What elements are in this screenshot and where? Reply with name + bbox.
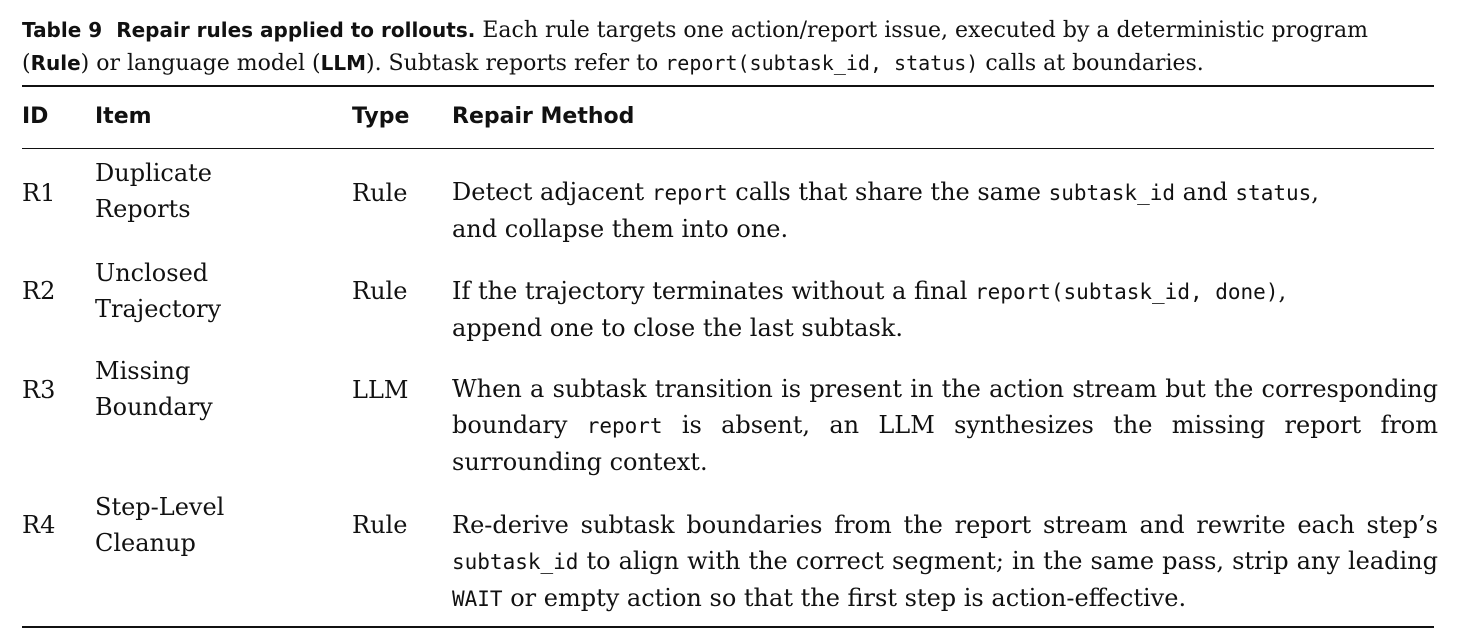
row-method — [452, 507, 1438, 617]
row-item-line: Step-Level — [95, 493, 225, 521]
row-type: Rule — [352, 511, 408, 539]
top-rule — [22, 85, 1434, 87]
header-rule — [22, 148, 1434, 149]
header-item: Item — [95, 104, 152, 129]
caption-code: report(subtask_id, status) — [665, 51, 979, 75]
row-method — [452, 273, 1438, 346]
row-id: R4 — [22, 511, 56, 539]
method-text: to align with the correct segment; in the same pass, strip any leading — [578, 547, 1438, 575]
row-item — [95, 255, 335, 327]
row-item-line: Missing — [95, 357, 191, 385]
row-item-line: Cleanup — [95, 529, 196, 557]
method-text: If the trajectory terminates without a final — [452, 277, 976, 305]
row-id: R2 — [22, 277, 56, 305]
method-code: status — [1235, 181, 1312, 205]
caption-rule-word: Rule — [30, 51, 81, 75]
method-code: subtask_id — [1048, 181, 1176, 205]
method-text: and — [1175, 178, 1236, 206]
method-text: and collapse them into one. — [452, 215, 789, 243]
row-type: Rule — [352, 179, 408, 207]
method-text: is absent, an LLM synthesizes the missing report from surrounding context. — [452, 411, 1439, 476]
method-code: subtask_id — [452, 550, 579, 574]
table-title: Repair rules applied to rollouts. — [116, 18, 476, 42]
row-item-line: Unclosed — [95, 259, 209, 287]
row-item-line: Boundary — [95, 393, 213, 421]
caption-text-4: calls at boundaries. — [978, 51, 1204, 76]
row-method — [452, 174, 1438, 247]
row-item — [95, 353, 335, 425]
method-text: Detect adjacent — [452, 178, 652, 206]
method-text: Re-derive subtask boundaries from the report stream and rewrite each step’s — [452, 511, 1438, 539]
table-label: Table 9 — [22, 18, 103, 42]
method-text: , — [1278, 277, 1287, 305]
method-code: WAIT — [452, 587, 503, 611]
header-method: Repair Method — [452, 104, 635, 129]
row-item-line: Reports — [95, 195, 191, 223]
header-type: Type — [352, 104, 410, 129]
caption-text-2: ) or language model ( — [80, 51, 321, 76]
method-text: When a subtask transition is present in the action stream but the corresponding boundary — [452, 375, 1438, 439]
method-text: calls that share the same — [727, 178, 1049, 206]
caption-text-3: ). Subtask reports refer to — [365, 51, 666, 76]
row-id: R3 — [22, 376, 56, 404]
row-item — [95, 155, 335, 227]
row-type: Rule — [352, 277, 408, 305]
method-code: report(subtask_id, done) — [975, 280, 1279, 304]
caption-text-1: Each rule targets one action/report issue, executed by a deterministic program ( — [22, 18, 1368, 76]
row-item-line: Duplicate — [95, 159, 213, 187]
method-code: report — [651, 181, 728, 205]
row-item — [95, 489, 335, 561]
bottom-rule — [22, 626, 1434, 628]
method-text: append one to close the last subtask. — [452, 314, 903, 342]
method-text: or empty action so that the first step is action-effective. — [502, 584, 1187, 612]
row-method — [452, 371, 1438, 480]
method-code: report — [586, 414, 663, 438]
table-caption — [22, 14, 1442, 80]
header-id: ID — [22, 104, 49, 129]
row-type: LLM — [352, 376, 409, 404]
caption-llm-word: LLM — [320, 51, 366, 75]
method-text: , — [1311, 178, 1319, 206]
row-item-line: Trajectory — [95, 295, 221, 323]
row-id: R1 — [22, 179, 56, 207]
